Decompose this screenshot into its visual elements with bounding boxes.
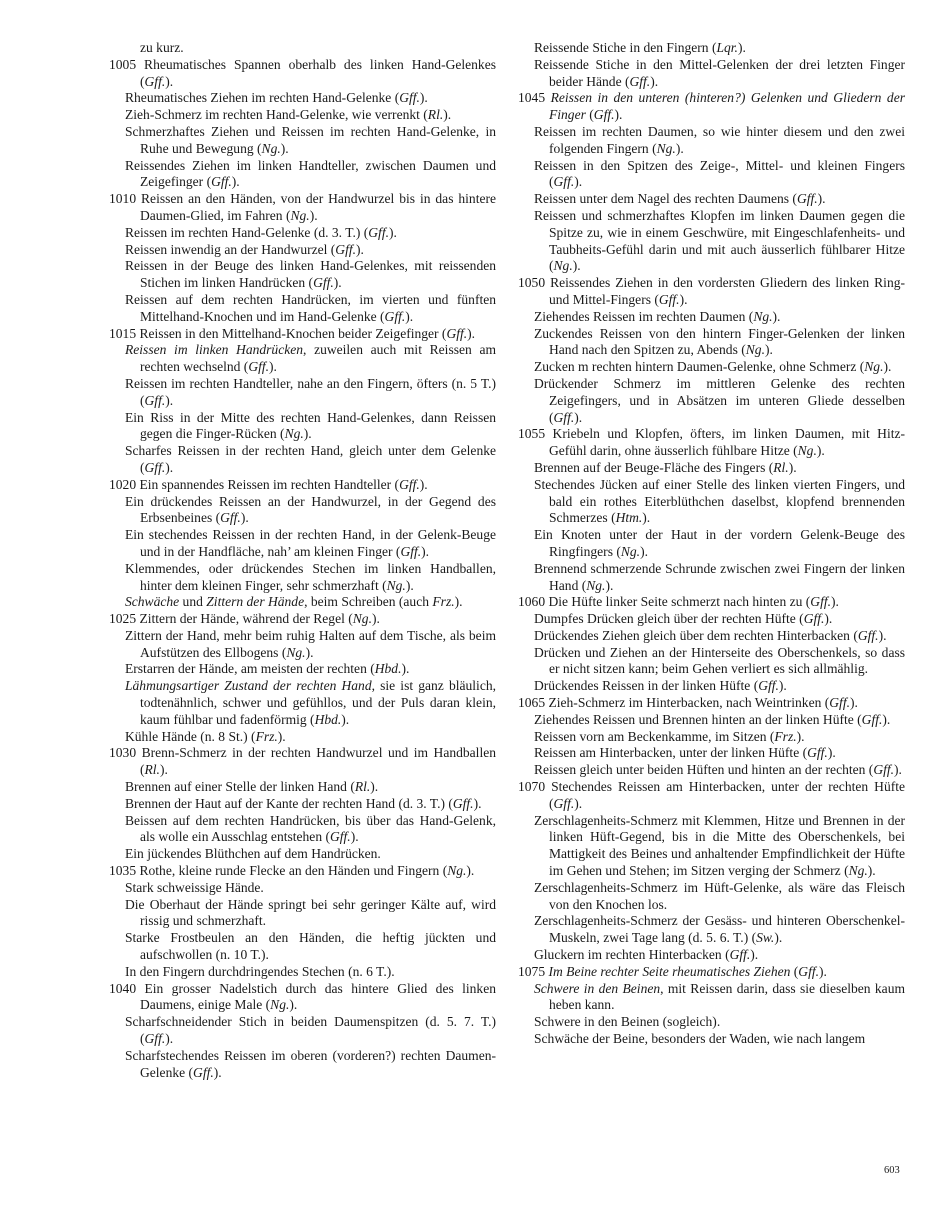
entry-text: Kühle Hände (n. 8 St.) (Frz.). [125, 728, 286, 744]
entry-text: Beissen auf dem rechten Handrücken, bis über das Hand-Gelenk, als wolle ein Ausschlag entstehen (Gff.). [125, 812, 496, 845]
entry-text: Reissen an den Händen, von der Handwurzel bis in das hintere Daumen-Glied, im Fahren (Ng.). [140, 191, 496, 223]
symptom-entry [109, 158, 496, 192]
entry-text: Scharfschneidender Stich in beiden Daumenspitzen (d. 5. 7. T.) (Gff.). [125, 1014, 496, 1047]
entry-text: Drückender Schmerz im mittleren Gelenke des rechten Zeigefingers, und in Absätzen im unteren Gliede desselben (Gff.). [534, 375, 905, 425]
symptom-entry [518, 678, 905, 695]
entry-text: Scharfes Reissen in der rechten Hand, gleich unter dem Gelenke (Gff.). [125, 443, 496, 475]
entry-text: Stechendes Jücken auf einer Stelle des linken vierten Fingers, und bald ein rothes Eiterblüthchen daselbst, klopfend brennenden Schmerzes (Htm.). [534, 476, 905, 526]
entry-number: 1035 [109, 863, 140, 879]
symptom-entry [109, 1014, 496, 1048]
symptom-entry [518, 645, 905, 679]
entry-text: Reissen unter dem Nagel des rechten Daumens (Gff.). [534, 191, 826, 207]
symptom-entry [518, 158, 905, 192]
symptom-entry [109, 124, 496, 158]
symptom-entry [518, 426, 905, 460]
entry-text: Reissendes Ziehen in den vordersten Gliedern des linken Ring- und Mittel-Fingers (Gff.). [549, 275, 905, 307]
entry-text: Zerschlagenheits-Schmerz mit Klemmen, Hitze und Brennen in der linken Hüft-Gegend, bis in die Mitte des Oberschenkels, bei Mattigkeit des Beines und anhaltender Empfindlichkeit der Hüfte im Gehen und Stehen; im Sitzen verging der Schmerz (Ng.). [534, 812, 905, 879]
entry-text: Gluckern im rechten Hinterbacken (Gff.). [534, 947, 759, 963]
entry-text: In den Fingern durchdringendes Stechen (n. 6 T.). [125, 963, 395, 979]
symptom-entry [109, 225, 496, 242]
entry-number: 1070 [518, 779, 552, 795]
entry-text: Zieh-Schmerz im Hinterbacken, nach Weintrinken (Gff.). [548, 695, 858, 711]
entry-text: Ein spannendes Reissen im rechten Handteller (Gff.). [139, 476, 428, 492]
entry-text: Brennend schmerzende Schrunde zwischen zwei Fingern der linken Hand (Ng.). [534, 560, 905, 593]
entry-text: Reissen am Hinterbacken, unter der linken Hüfte (Gff.). [534, 745, 836, 761]
entry-text: Rheumatisches Spannen oberhalb des linken Hand-Gelenkes (Gff.). [140, 56, 496, 89]
symptom-entry [518, 477, 905, 527]
entry-number: 1005 [109, 56, 145, 72]
symptom-entry [109, 410, 496, 444]
entry-number: 1045 [518, 90, 551, 106]
symptom-entry [518, 695, 905, 712]
entry-number: 1020 [109, 476, 140, 492]
entry-text: Reissen in den Spitzen des Zeige-, Mittel- und kleinen Fingers (Gff.). [534, 157, 905, 190]
entry-text: Schwere in den Beinen (sogleich). [534, 1014, 721, 1030]
entry-text: Ein Knoten unter der Haut in der vordern Gelenk-Beuge des Ringfingers (Ng.). [534, 527, 905, 559]
symptom-entry [518, 561, 905, 595]
entry-text: Schwere in den Beinen, mit Reissen darin, dass sie dieselben kaum heben kann. [534, 980, 906, 1013]
symptom-entry [109, 846, 496, 863]
symptom-entry [518, 460, 905, 477]
symptom-entry [109, 813, 496, 847]
left-column [109, 40, 496, 1081]
entry-number: 1075 [518, 963, 549, 979]
entry-text: Schwäche der Beine, besonders der Waden, wie nach langem [534, 1031, 866, 1047]
symptom-entry [109, 376, 496, 410]
symptom-entry [109, 342, 496, 376]
right-column [518, 40, 905, 1048]
entry-number: 1065 [518, 695, 549, 711]
symptom-entry [518, 40, 905, 57]
symptom-entry [109, 561, 496, 595]
entry-text: Reissen im rechten Handteller, nahe an den Fingern, öfters (n. 5 T.) (Gff.). [125, 375, 496, 408]
entry-text: Zuckendes Reissen von den hintern Finger-Gelenken der linken Hand nach den Spitzen zu, Abends (Ng.). [534, 325, 905, 358]
symptom-entry [109, 796, 496, 813]
entry-text: Brennen auf einer Stelle der linken Hand (Rl.). [125, 779, 379, 795]
symptom-entry [109, 729, 496, 746]
symptom-entry [109, 107, 496, 124]
symptom-entry [109, 292, 496, 326]
symptom-entry [109, 880, 496, 897]
entry-text: Reissendes Ziehen im linken Handteller, zwischen Daumen und Zeigefinger (Gff.). [125, 157, 496, 190]
entry-text: Reissen und schmerzhaftes Klopfen im linken Daumen gegen die Spitze zu, wie in einem Geschwüre, mit Eingeschlafenheits- und Taubheits-Gefühl darin und mit auch äusserlich fühlbarer Hitze (Ng.). [534, 207, 905, 274]
symptom-entry [109, 242, 496, 259]
entry-text: Zerschlagenheits-Schmerz der Gesäss- und hinteren Oberschenkel-Muskeln, zwei Tage lang (d. 5. 6. T.) (Sw.). [534, 913, 905, 946]
entry-text: Zittern der Hände, während der Regel (Ng.). [139, 611, 380, 627]
symptom-entry [518, 1031, 905, 1048]
entry-text: Drückendes Ziehen gleich über dem rechten Hinterbacken (Gff.). [534, 627, 887, 643]
entry-text: Ein stechendes Reissen in der rechten Hand, in der Gelenk-Beuge und in der Handfläche, nah’ am kleinen Finger (Gff.). [125, 527, 496, 559]
symptom-entry [518, 376, 905, 426]
entry-text: Reissen in den unteren (hinteren?) Gelenken und Gliedern der Finger (Gff.). [549, 90, 905, 123]
entry-text: Ein grosser Nadelstich durch das hintere Glied des linken Daumens, einige Male (Ng.). [140, 980, 496, 1013]
symptom-entry [518, 594, 905, 611]
symptom-entry [109, 661, 496, 678]
entry-text: Reissen gleich unter beiden Hüften und hinten an der rechten (Gff.). [534, 762, 902, 778]
entry-text: Reissende Stiche in den Fingern (Lqr.). [534, 40, 746, 55]
symptom-entry [109, 678, 496, 728]
symptom-entry [518, 712, 905, 729]
entry-text: Scharfstechendes Reissen im oberen (vorderen?) rechten Daumen-Gelenke (Gff.). [125, 1047, 496, 1080]
symptom-entry [109, 326, 496, 343]
entry-text: Stark schweissige Hände. [125, 879, 264, 895]
entry-text: Brenn-Schmerz in der rechten Handwurzel und im Handballen (Rl.). [140, 745, 496, 778]
symptom-entry [518, 191, 905, 208]
symptom-entry [518, 947, 905, 964]
symptom-entry [518, 90, 905, 124]
symptom-entry [518, 628, 905, 645]
symptom-entry [109, 443, 496, 477]
symptom-entry [109, 930, 496, 964]
symptom-entry [109, 628, 496, 662]
entry-text: Brennen auf der Beuge-Fläche des Fingers (Rl.). [534, 459, 797, 475]
entry-text: Klemmendes, oder drückendes Stechen im linken Handballen, hinter dem kleinen Finger, sehr schmerzhaft (Ng.). [125, 560, 496, 593]
symptom-entry [518, 981, 905, 1015]
entry-text: Reissen im linken Handrücken, zuweilen auch mit Reissen am rechten wechselnd (Gff.). [125, 342, 496, 375]
entry-number: 1060 [518, 594, 549, 610]
entry-text: Ein Riss in der Mitte des rechten Hand-Gelenkes, dann Reissen gegen die Finger-Rücken (Ng.). [125, 409, 496, 442]
entry-text: Rheumatisches Ziehen im rechten Hand-Gelenke (Gff.). [125, 90, 428, 106]
symptom-entry [109, 981, 496, 1015]
entry-text: Reissen in den Mittelhand-Knochen beider Zeigefinger (Gff.). [139, 325, 476, 341]
symptom-entry [518, 745, 905, 762]
symptom-entry [518, 57, 905, 91]
symptom-entry [518, 208, 905, 275]
entry-text: Ein drückendes Reissen an der Handwurzel, in der Gegend des Erbsenbeines (Gff.). [125, 493, 496, 526]
entry-number: 1010 [109, 191, 142, 207]
entry-text: Reissen inwendig an der Handwurzel (Gff.). [125, 241, 364, 257]
symptom-entry [518, 611, 905, 628]
entry-text: Dumpfes Drücken gleich über der rechten Hüfte (Gff.). [534, 611, 833, 627]
symptom-entry [518, 779, 905, 813]
entry-text: Die Oberhaut der Hände springt bei sehr geringer Kälte auf, wird rissig und schmerzhaft. [125, 896, 496, 929]
entry-text: Rothe, kleine runde Flecke an den Händen und Fingern (Ng.). [139, 863, 475, 879]
entry-text: Die Hüfte linker Seite schmerzt nach hinten zu (Gff.). [548, 594, 839, 610]
entry-text: Kriebeln und Klopfen, öfters, im linken Daumen, mit Hitz-Gefühl darin, ohne äusserlich fühlbare Hitze (Ng.). [549, 426, 905, 459]
entry-text: Stechendes Reissen am Hinterbacken, unter der rechten Hüfte (Gff.). [549, 779, 906, 811]
symptom-entry [109, 1048, 496, 1082]
symptom-entry [109, 40, 496, 57]
symptom-entry [109, 611, 496, 628]
entry-text: Erstarren der Hände, am meisten der rechten (Hbd.). [125, 661, 410, 677]
symptom-entry [109, 258, 496, 292]
symptom-entry [109, 897, 496, 931]
symptom-entry [109, 527, 496, 561]
entry-text: Ziehendes Reissen im rechten Daumen (Ng.). [534, 308, 781, 324]
symptom-entry [109, 779, 496, 796]
symptom-entry [518, 880, 905, 914]
entry-number: 1025 [109, 611, 140, 627]
symptom-entry [109, 57, 496, 91]
entry-text: Zerschlagenheits-Schmerz im Hüft-Gelenke, als wäre das Fleisch von den Knochen los. [534, 879, 905, 912]
symptom-entry [109, 745, 496, 779]
entry-text: Im Beine rechter Seite rheumatisches Ziehen (Gff.). [548, 963, 827, 979]
entry-text: Reissen im rechten Hand-Gelenke (d. 3. T.) (Gff.). [125, 224, 397, 240]
entry-text: Schwäche und Zittern der Hände, beim Schreiben (auch Frz.). [125, 594, 463, 610]
entry-text: Starke Frostbeulen an den Händen, die heftig jückten und aufschwollen (n. 10 T.). [125, 930, 496, 963]
entry-text: Zucken m rechten hintern Daumen-Gelenke, ohne Schmerz (Ng.). [534, 359, 892, 375]
entry-text: Drücken und Ziehen an der Hinterseite des Oberschenkels, so dass er nicht sitzen kann; beim Gehen verliert es sich allmählig. [534, 644, 905, 677]
symptom-entry [518, 309, 905, 326]
symptom-entry [518, 1014, 905, 1031]
symptom-entry [518, 813, 905, 880]
symptom-entry [109, 191, 496, 225]
symptom-entry [109, 964, 496, 981]
symptom-entry [518, 913, 905, 947]
symptom-entry [518, 762, 905, 779]
symptom-entry [109, 90, 496, 107]
symptom-entry [518, 124, 905, 158]
symptom-entry [518, 964, 905, 981]
entry-text: Reissende Stiche in den Mittel-Gelenken der drei letzten Finger beider Hände (Gff.). [534, 56, 905, 89]
entry-text: Drückendes Reissen in der linken Hüfte (Gff.). [534, 678, 787, 694]
entry-text: Zittern der Hand, mehr beim ruhig Halten auf dem Tische, als beim Aufstützen des Ellbogens (Ng.). [125, 627, 496, 660]
symptom-entry [109, 477, 496, 494]
symptom-entry [518, 527, 905, 561]
entry-text: Zieh-Schmerz im rechten Hand-Gelenke, wie verrenkt (Rl.). [125, 107, 452, 123]
entry-text: Brennen der Haut auf der Kante der rechten Hand (d. 3. T.) (Gff.). [125, 795, 482, 811]
entry-text: Reissen in der Beuge des linken Hand-Gelenkes, mit reissenden Stichen im linken Handrücken (Gff.). [125, 258, 496, 291]
entry-number: 1030 [109, 745, 142, 761]
entry-text: Reissen vorn am Beckenkamme, im Sitzen (Frz.). [534, 728, 805, 744]
entry-text: Reissen auf dem rechten Handrücken, im vierten und fünften Mittelhand-Knochen und im Hand-Gelenke (Gff.). [125, 291, 496, 324]
entry-number: 1050 [518, 275, 551, 291]
page-number: 603 [884, 1165, 900, 1176]
symptom-entry [518, 326, 905, 360]
entry-number: 1040 [109, 980, 145, 996]
symptom-entry [109, 594, 496, 611]
symptom-entry [109, 863, 496, 880]
entry-text: zu kurz. [140, 40, 184, 55]
symptom-entry [518, 359, 905, 376]
entry-number: 1055 [518, 426, 553, 442]
entry-number: 1015 [109, 325, 140, 341]
entry-text: Reissen im rechten Daumen, so wie hinter diesem und den zwei folgenden Fingern (Ng.). [534, 123, 905, 156]
entry-text: Lähmungsartiger Zustand der rechten Hand, sie ist ganz bläulich, todtenähnlich, schwer und gefühllos, und der Puls daran klein, kaum fühlbar und fadenförmig (Hbd.). [125, 678, 496, 727]
entry-text: Ziehendes Reissen und Brennen hinten an der linken Hüfte (Gff.). [534, 711, 891, 727]
symptom-entry [109, 494, 496, 528]
entry-text: Ein jückendes Blüthchen auf dem Handrücken. [125, 846, 381, 862]
symptom-entry [518, 275, 905, 309]
entry-text: Schmerzhaftes Ziehen und Reissen im rechten Hand-Gelenke, in Ruhe und Bewegung (Ng.). [125, 123, 496, 156]
symptom-entry [518, 729, 905, 746]
